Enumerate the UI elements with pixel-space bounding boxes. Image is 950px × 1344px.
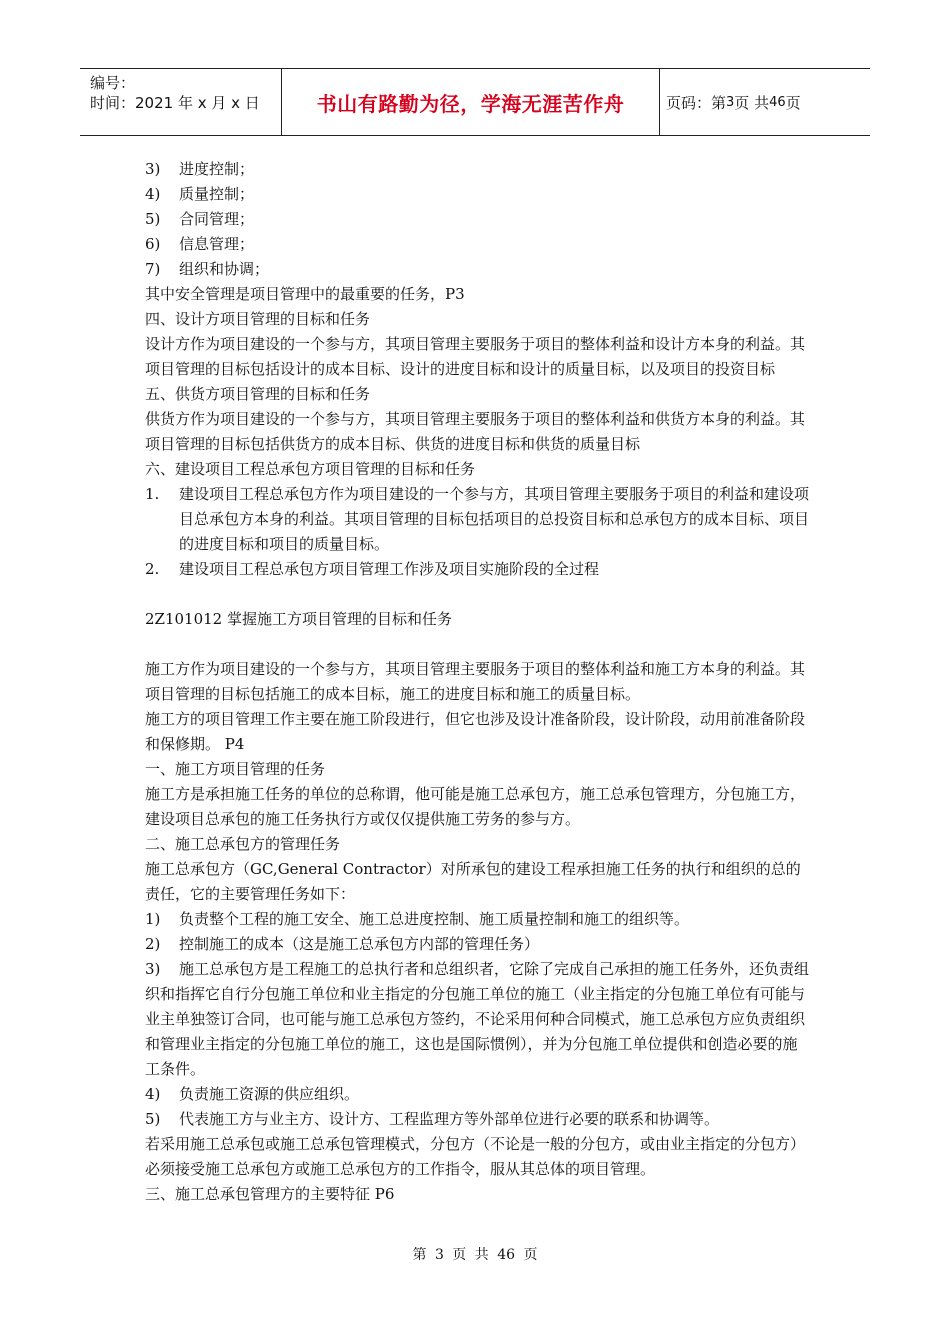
list-text: 质量控制； xyxy=(179,185,255,203)
document-body xyxy=(145,157,810,1207)
heading-gc-management: 三、施工总承包管理方的主要特征 P6 xyxy=(145,1185,395,1203)
list-item xyxy=(145,1107,810,1132)
page-number: 3 xyxy=(726,94,735,110)
paragraph-safety: 其中安全管理是项目管理中的最重要的任务，P3 xyxy=(145,285,465,303)
page-prefix: 页码：第 xyxy=(666,93,727,112)
heading-general-contractor: 二、施工总承包方的管理任务 xyxy=(145,835,341,853)
page-total: 46 xyxy=(769,94,786,110)
list-item xyxy=(145,1082,810,1107)
page-footer: 第 3 页 共 46 页 xyxy=(412,1247,538,1263)
list-text: 负责施工资源的供应组织。 xyxy=(179,1085,360,1103)
list-number: 5) xyxy=(145,210,161,228)
document-date: 时间：2021 年 x 月 x 日 xyxy=(90,94,260,112)
paragraph-construction-goal: 施工方作为项目建设的一个参与方，其项目管理主要服务于项目的整体利益和施工方本身的利益。其项目管理的目标包括施工的成本目标，施工的进度目标和施工的质量目标。 xyxy=(145,660,806,703)
list-text: 控制施工的成本（这是施工总承包方内部的管理任务） xyxy=(179,935,540,953)
paragraph-construction-stage: 施工方的项目管理工作主要在施工阶段进行，但它也涉及设计准备阶段，设计阶段，动用前准备阶段和保修期。 P4 xyxy=(145,710,806,753)
header-motto: 书山有路勤为径，学海无涯苦作舟 xyxy=(282,69,660,135)
list-text: 合同管理； xyxy=(179,210,255,228)
list-number: 3) xyxy=(145,160,161,178)
list-number: 3) xyxy=(145,960,161,978)
list-number: 1) xyxy=(145,910,161,928)
list-number: 2) xyxy=(145,935,161,953)
list-number: 6) xyxy=(145,235,161,253)
list-item xyxy=(145,907,810,932)
paragraph-construction-task: 施工方是承担施工任务的单位的总称谓，他可能是施工总承包方，施工总承包管理方，分包施工方，建设项目总承包的施工任务执行方或仅仅提供施工劳务的参与方。 xyxy=(145,785,806,828)
list-text: 进度控制； xyxy=(179,160,255,178)
paragraph-general-contractor: 施工总承包方（GC,General Contractor）对所承包的建设工程承担施工任务的执行和组织的总的责任，它的主要管理任务如下： xyxy=(145,860,801,903)
heading-construction-task: 一、施工方项目管理的任务 xyxy=(145,760,326,778)
list-item xyxy=(145,557,810,582)
list-number: 1. xyxy=(145,485,160,503)
list-number: 2. xyxy=(145,560,160,578)
list-item xyxy=(145,157,810,182)
document-number-label: 编号： xyxy=(90,74,136,92)
section-heading-2z101012: 2Z101012 掌握施工方项目管理的目标和任务 xyxy=(145,610,452,628)
page-suffix: 页 xyxy=(785,93,801,112)
list-number: 7) xyxy=(145,260,161,278)
heading-design: 四、设计方项目管理的目标和任务 xyxy=(145,310,371,328)
list-text: 信息管理； xyxy=(179,235,255,253)
spacer xyxy=(145,632,810,657)
list-number: 4) xyxy=(145,185,161,203)
list-text: 建设项目工程总承包方作为项目建设的一个参与方，其项目管理主要服务于项目的利益和建设项目总承包方本身的利益。其项目管理的目标包括项目的总投资目标和总承包方的成本目标、项目的进度目标和项目的质量目标。 xyxy=(179,485,810,553)
list-text: 组织和协调； xyxy=(179,260,270,278)
paragraph-supply: 供货方作为项目建设的一个参与方，其项目管理主要服务于项目的整体利益和供货方本身的利益。其项目管理的目标包括供货方的成本目标、供货的进度目标和供货的质量目标 xyxy=(145,410,806,453)
header-meta xyxy=(80,69,282,135)
heading-epc: 六、建设项目工程总承包方项目管理的目标和任务 xyxy=(145,460,476,478)
paragraph-design: 设计方作为项目建设的一个参与方，其项目管理主要服务于项目的整体利益和设计方本身的利益。其项目管理的目标包括设计的成本目标、设计的进度目标和设计的质量目标，以及项目的投资目标 xyxy=(145,335,806,378)
list-number: 4) xyxy=(145,1085,161,1103)
list-item xyxy=(145,207,810,232)
page-header xyxy=(80,68,870,136)
header-page-info xyxy=(660,69,870,135)
spacer xyxy=(145,582,810,607)
list-item-inline xyxy=(145,957,810,1082)
list-text: 施工总承包方是工程施工的总执行者和总组织者，它除了完成自己承担的施工任务外，还负责组织和指挥它自行分包施工单位和业主指定的分包施工单位的施工（业主指定的分包施工单位有可能与业主单独签订合同，也可能与施工总承包方签约，不论采用何种合同模式，施工总承包方应负责组织和管理业主指定的分包施工单位的施工，这也是国际惯例），并为分包施工单位提供和创造必要的施工条件。 xyxy=(145,960,810,1078)
list-text: 代表施工方与业主方、设计方、工程监理方等外部单位进行必要的联系和协调等。 xyxy=(179,1110,720,1128)
list-item xyxy=(145,482,810,557)
list-item xyxy=(145,932,810,957)
list-item xyxy=(145,182,810,207)
heading-supply: 五、供货方项目管理的目标和任务 xyxy=(145,385,371,403)
list-item xyxy=(145,257,810,282)
list-text: 建设项目工程总承包方项目管理工作涉及项目实施阶段的全过程 xyxy=(179,560,600,578)
page-mid: 页 共 xyxy=(734,93,770,112)
list-text: 负责整个工程的施工安全、施工总进度控制、施工质量控制和施工的组织等。 xyxy=(179,910,690,928)
list-item xyxy=(145,232,810,257)
paragraph-subcontractor: 若采用施工总承包或施工总承包管理模式，分包方（不论是一般的分包方，或由业主指定的分包方）必须接受施工总承包方或施工总承包方的工作指令，服从其总体的项目管理。 xyxy=(145,1135,806,1178)
list-number: 5) xyxy=(145,1110,161,1128)
